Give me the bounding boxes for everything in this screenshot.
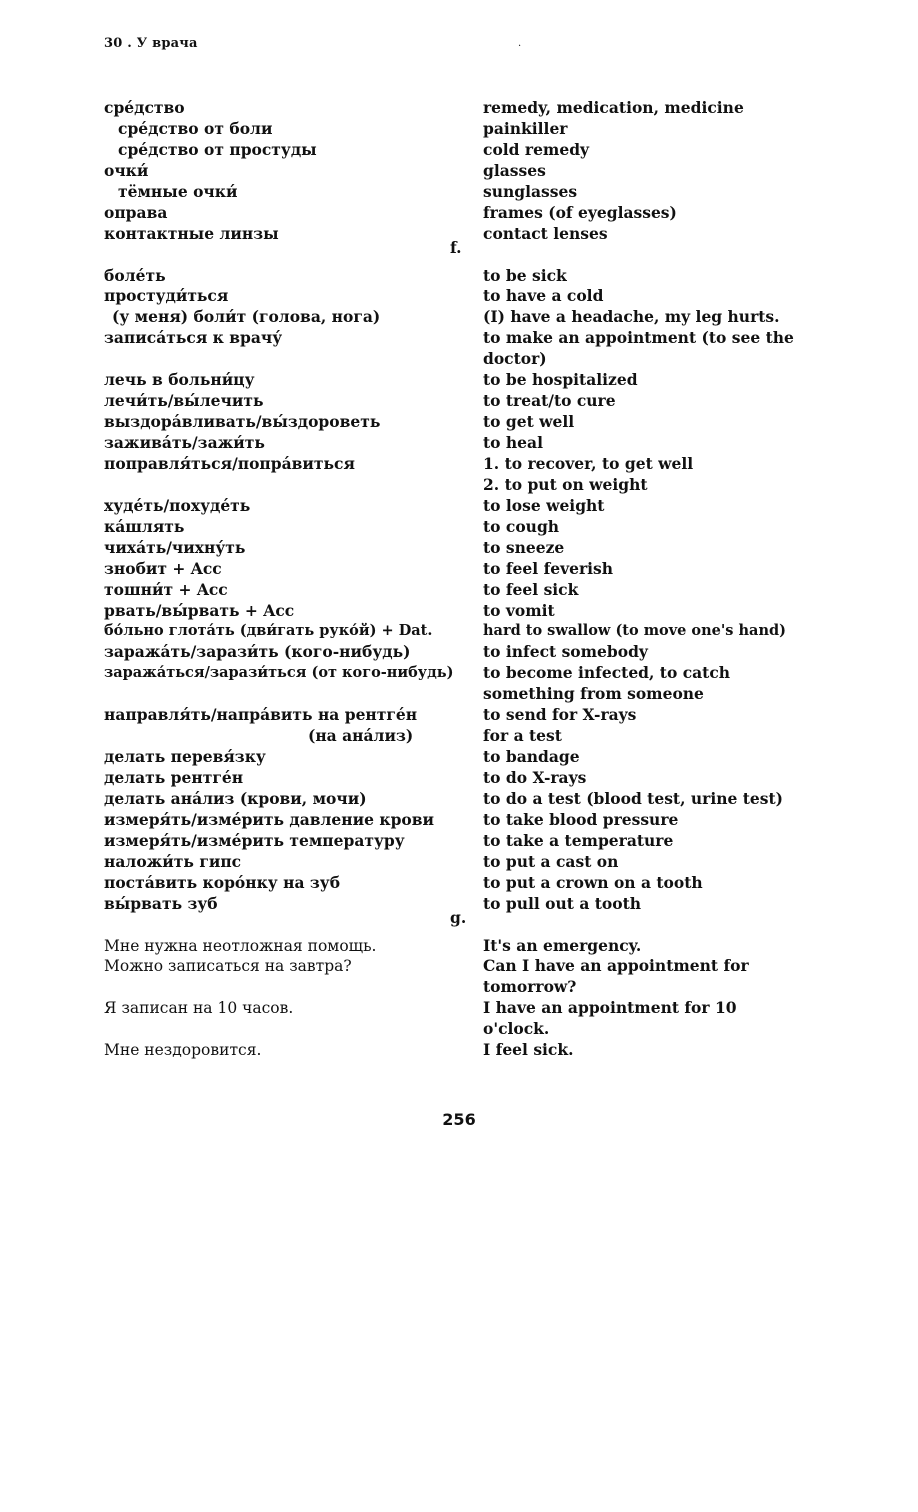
vocab-row: [0, 747, 918, 768]
russian-term: лечь в больни́цу: [104, 370, 255, 390]
vocab-row: [0, 475, 918, 496]
english-term: frames (of eyeglasses): [483, 202, 677, 222]
english-term: to feel feverish: [483, 558, 614, 578]
phrase-row: [0, 1040, 918, 1061]
vocab-row: [0, 663, 918, 684]
russian-term: боле́ть: [104, 265, 166, 285]
russian-term: рвать/вы́рвать + Acc: [104, 600, 295, 620]
vocab-row: [0, 768, 918, 789]
vocab-row: [0, 538, 918, 559]
vocab-row: [0, 684, 918, 705]
english-term: to put a cast on: [483, 851, 619, 871]
vocab-row: [0, 726, 918, 747]
russian-phrase: Я записан на 10 часов.: [104, 999, 294, 1018]
vocab-row: [0, 98, 918, 119]
russian-term: направля́ть/напра́вить на рентге́н: [104, 705, 418, 725]
english-term: 2. to put on weight: [483, 474, 648, 494]
russian-term: знобит + Acc: [104, 558, 222, 578]
english-term: hard to swallow (to move one's hand): [483, 622, 786, 640]
vocab-row: [0, 810, 918, 831]
russian-term: (на ана́лиз): [308, 726, 414, 746]
english-term: for a test: [483, 726, 562, 746]
phrase-row: [0, 998, 918, 1019]
russian-term: тошни́т + Acc: [104, 579, 228, 599]
english-term: to take a temperature: [483, 830, 674, 850]
english-term: sunglasses: [483, 181, 578, 201]
vocab-row: [0, 412, 918, 433]
chapter-header: 30 . У врача: [104, 36, 198, 51]
page-number: 256: [442, 1110, 476, 1129]
vocab-row: [0, 559, 918, 580]
russian-term: оправа: [104, 202, 168, 222]
russian-term: (у меня) боли́т (голова, нога): [112, 307, 381, 327]
russian-term: измеря́ть/изме́рить давление крови: [104, 809, 435, 829]
vocab-row: [0, 286, 918, 307]
vocab-row: [0, 349, 918, 370]
english-term: doctor): [483, 349, 547, 369]
russian-term: записа́ться к врачу́: [104, 328, 283, 348]
vocab-row: [0, 391, 918, 412]
russian-term: сре́дство от простуды: [118, 139, 317, 159]
russian-term: бо́льно глота́ть (дви́гать руко́й) + Dat.: [104, 622, 433, 640]
vocab-row: [0, 454, 918, 475]
russian-term: сре́дство: [104, 98, 185, 117]
english-term: contact lenses: [483, 223, 608, 243]
russian-term: делать перевя́зку: [104, 747, 266, 767]
english-term: to vomit: [483, 600, 555, 620]
phrase-row: [0, 977, 918, 998]
english-term: to do a test (blood test, urine test): [483, 788, 783, 808]
english-term: to send for X-rays: [483, 705, 637, 725]
english-term: to lose weight: [483, 495, 605, 515]
english-term: to be sick: [483, 265, 567, 285]
english-term: (I) have a headache, my leg hurts.: [483, 307, 780, 327]
vocab-row: [0, 621, 918, 642]
vocab-row: [0, 328, 918, 349]
vocab-row: [0, 161, 918, 182]
vocab-row: [0, 705, 918, 726]
russian-term: контактные линзы: [104, 223, 279, 243]
phrase-row: [0, 956, 918, 977]
vocab-row: [0, 580, 918, 601]
vocab-row: [0, 140, 918, 161]
russian-phrase: Мне нездоровится.: [104, 1041, 262, 1060]
english-term: to bandage: [483, 747, 580, 767]
english-term: cold remedy: [483, 139, 590, 159]
russian-term: поправля́ться/попра́виться: [104, 453, 355, 473]
russian-term: вы́рвать зуб: [104, 893, 218, 913]
english-term: to make an appointment (to see the: [483, 328, 794, 348]
russian-term: делать рентге́н: [104, 768, 244, 787]
section-break: [0, 907, 918, 936]
english-term: to treat/to cure: [483, 391, 616, 411]
russian-term: простуди́ться: [104, 286, 229, 306]
vocab-row: [0, 517, 918, 538]
english-term: to feel sick: [483, 579, 579, 599]
russian-term: сре́дство от боли: [118, 118, 273, 138]
russian-term: измеря́ть/изме́рить температуру: [104, 830, 405, 850]
english-term: to infect somebody: [483, 642, 648, 662]
english-phrase: It's an emergency.: [483, 935, 642, 955]
russian-term: наложи́ть гипс: [104, 851, 242, 871]
russian-term: поста́вить коро́нку на зуб: [104, 872, 341, 892]
english-term: something from someone: [483, 684, 704, 704]
russian-term: тёмные очки́: [118, 181, 238, 201]
vocabulary-list: [0, 98, 918, 1061]
russian-term: чиха́ть/чихну́ть: [104, 537, 246, 557]
phrase-row: [0, 1019, 918, 1040]
header-dot: .: [518, 38, 522, 49]
vocab-row: [0, 307, 918, 328]
vocab-row: [0, 370, 918, 391]
vocab-row: [0, 119, 918, 140]
russian-phrase: Можно записаться на завтра?: [104, 957, 352, 976]
english-term: glasses: [483, 160, 546, 180]
english-term: painkiller: [483, 118, 568, 138]
russian-term: лечи́ть/вы́лечить: [104, 391, 264, 411]
russian-term: ка́шлять: [104, 516, 185, 536]
english-term: 1. to recover, to get well: [483, 453, 694, 473]
english-term: to get well: [483, 412, 575, 432]
russian-term: заража́ться/зарази́ться (от кого-нибудь): [104, 664, 454, 682]
russian-term: выздора́вливать/вы́здороветь: [104, 412, 381, 432]
english-term: remedy, medication, medicine: [483, 98, 744, 117]
russian-term: худе́ть/похуде́ть: [104, 495, 251, 515]
english-phrase: tomorrow?: [483, 977, 577, 997]
vocab-row: [0, 873, 918, 894]
english-phrase: I feel sick.: [483, 1040, 574, 1060]
russian-phrase: Мне нужна неотложная помощь.: [104, 936, 377, 955]
vocab-row: [0, 789, 918, 810]
section-marker-g: g.: [450, 907, 467, 927]
vocab-row: [0, 433, 918, 454]
english-term: to have a cold: [483, 286, 604, 306]
vocab-row: [0, 496, 918, 517]
english-term: to sneeze: [483, 537, 565, 557]
english-term: to heal: [483, 433, 543, 452]
english-phrase: o'clock.: [483, 1019, 550, 1039]
vocab-row: [0, 182, 918, 203]
vocab-row: [0, 601, 918, 622]
vocab-row: [0, 642, 918, 663]
phrase-row: [0, 936, 918, 957]
russian-term: очки́: [104, 160, 149, 180]
english-phrase: I have an appointment for 10: [483, 998, 737, 1018]
english-term: to pull out a tooth: [483, 893, 642, 913]
english-term: to be hospitalized: [483, 370, 638, 390]
english-term: to do X-rays: [483, 768, 587, 787]
russian-term: заража́ть/зарази́ть (кого-нибудь): [104, 642, 411, 662]
english-term: to become infected, to catch: [483, 663, 731, 683]
vocab-row: [0, 852, 918, 873]
english-term: to put a crown on a tooth: [483, 872, 703, 892]
english-phrase: Can I have an appointment for: [483, 956, 749, 976]
russian-term: делать ана́лиз (крови, мочи): [104, 788, 367, 808]
vocab-row: [0, 831, 918, 852]
english-term: to cough: [483, 516, 560, 536]
russian-term: зажива́ть/зажи́ть: [104, 433, 265, 452]
section-break: [0, 237, 918, 266]
vocab-row: [0, 203, 918, 224]
english-term: to take blood pressure: [483, 809, 679, 829]
section-marker-f: f.: [450, 237, 462, 257]
vocab-row: [0, 266, 918, 287]
